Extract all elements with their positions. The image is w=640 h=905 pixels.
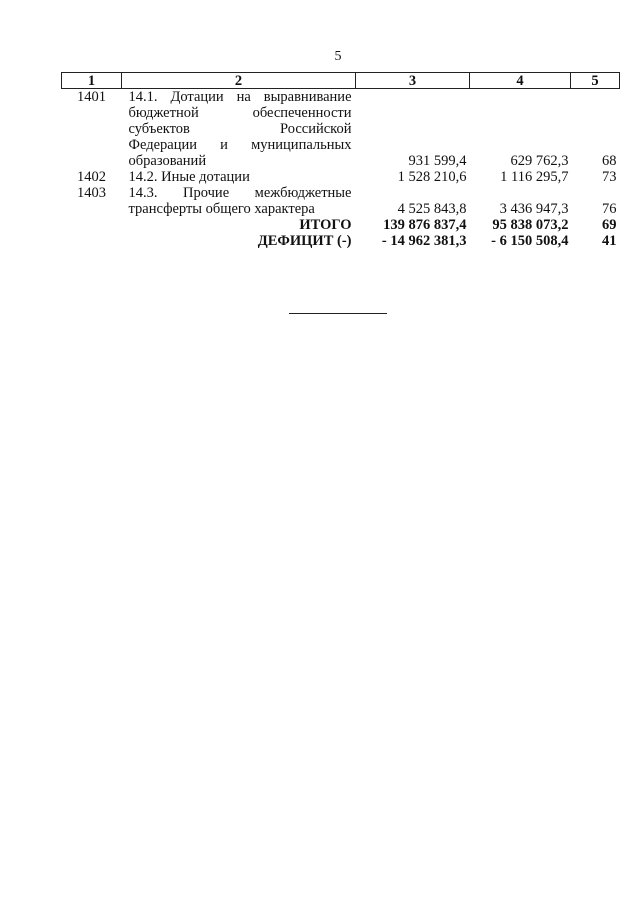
- deficit-value-col4: - 6 150 508,4: [491, 233, 569, 249]
- page-number: 5: [334, 49, 342, 64]
- row-value-col5: 73: [602, 169, 617, 185]
- row-value-col3: 1 528 210,6: [397, 169, 467, 185]
- end-separator-line: [289, 313, 387, 314]
- row-name-line: трансферты общего характера: [128, 201, 315, 217]
- row-value-col5: 68: [602, 153, 617, 169]
- deficit-label: ДЕФИЦИТ (-): [257, 233, 352, 249]
- header-col-2: 2: [122, 73, 356, 89]
- table-row: [62, 89, 620, 170]
- row-value-col5: 76: [602, 201, 617, 217]
- row-name-line: образований: [128, 153, 207, 169]
- header-col-5: 5: [571, 73, 620, 89]
- table-header: [62, 73, 620, 89]
- row-code: 1401: [77, 89, 106, 105]
- total-label: ИТОГО: [299, 217, 352, 233]
- row-code: 1402: [77, 169, 106, 185]
- total-row: [62, 217, 620, 233]
- total-value-col3: 139 876 837,4: [383, 217, 467, 233]
- row-value-col4: 3 436 947,3: [499, 201, 569, 217]
- row-name-line: бюджетной обеспеченности: [128, 105, 352, 121]
- header-row: [62, 73, 620, 89]
- row-value-col4: 629 762,3: [510, 153, 569, 169]
- table-row: [62, 169, 620, 185]
- row-name-line: 14.3. Прочие межбюджетные: [128, 185, 352, 201]
- row-name-line: субъектов Российской: [128, 121, 352, 137]
- row-name-line: 14.1. Дотации на выравнивание: [128, 89, 352, 105]
- row-name: [122, 169, 356, 185]
- total-value-col5: 69: [602, 217, 617, 233]
- row-value-col3: 4 525 843,8: [397, 201, 467, 217]
- deficit-row: [62, 233, 620, 249]
- row-name-line: Федерации и муниципальных: [128, 137, 352, 153]
- row-value-col3: 931 599,4: [408, 153, 467, 169]
- deficit-value-col5: 41: [602, 233, 617, 249]
- table-row: [62, 185, 620, 217]
- row-value-col4: 1 116 295,7: [500, 169, 569, 185]
- header-col-1: 1: [62, 73, 122, 89]
- row-name: [122, 89, 356, 170]
- row-name: [122, 185, 356, 217]
- header-col-3: 3: [356, 73, 470, 89]
- header-col-4: 4: [470, 73, 571, 89]
- budget-table: [61, 72, 620, 249]
- deficit-value-col3: - 14 962 381,3: [381, 233, 467, 249]
- row-name-line: 14.2. Иные дотации: [128, 169, 250, 185]
- total-value-col4: 95 838 073,2: [492, 217, 569, 233]
- row-code: 1403: [77, 185, 106, 201]
